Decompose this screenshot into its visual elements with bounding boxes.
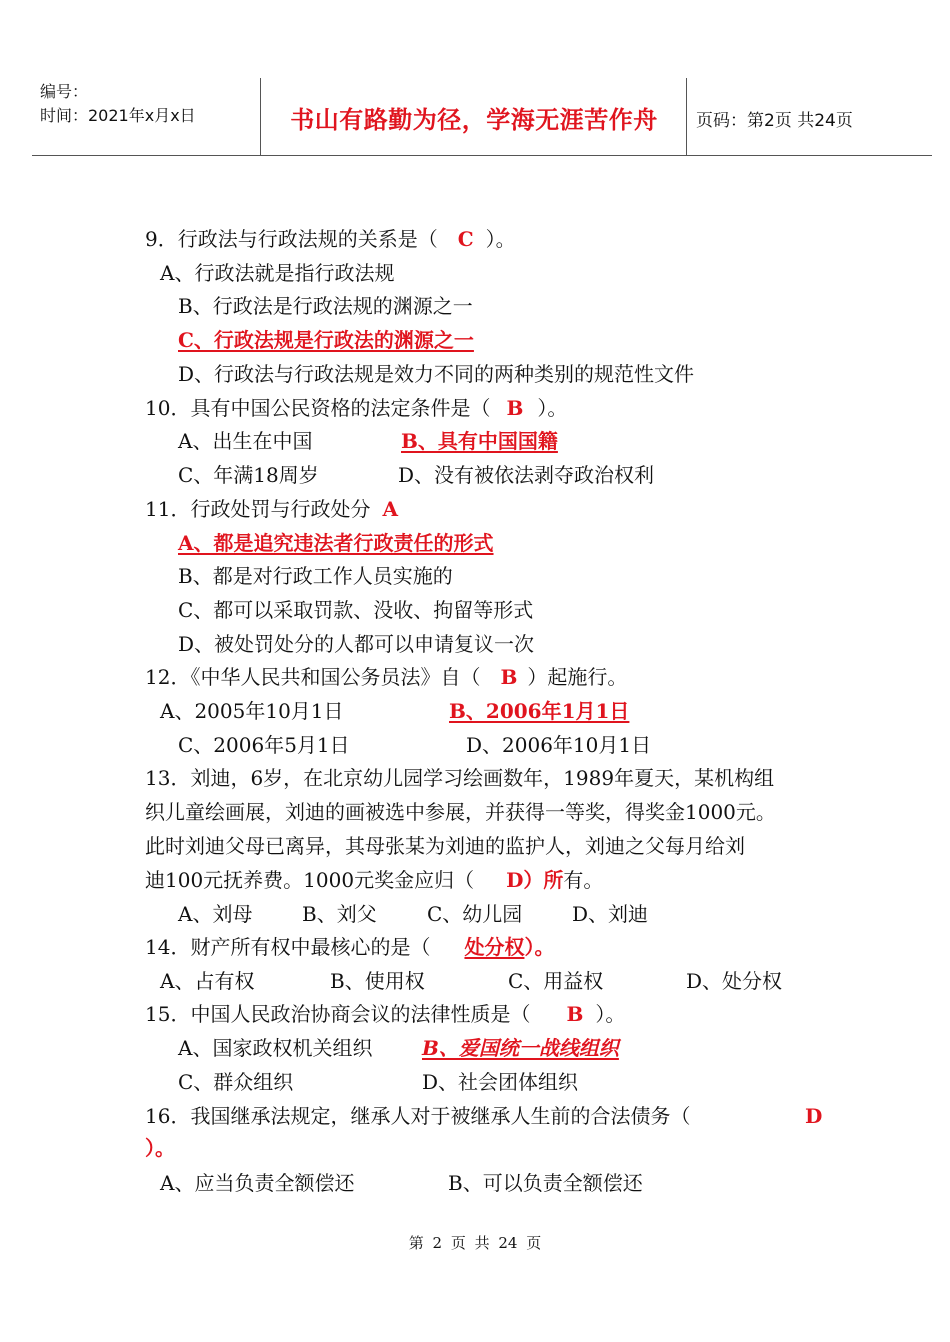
correct-option xyxy=(427,697,639,725)
correct-option-text: B、2006年1月1日 xyxy=(449,699,630,723)
option-d: D、行政法与行政法规是效力不同的两种类别的规范性文件 xyxy=(178,362,695,386)
question-text: 12．《中华人民共和国公务员法》自（ xyxy=(145,665,481,689)
question-13-line: 此时刘迪父母已离异，其母张某为刘迪的监护人，刘迪之父每月给刘 xyxy=(145,834,745,858)
document-number-label: 编号： xyxy=(40,82,89,101)
option-c: C、都可以采取罚款、没收、拘留等形式 xyxy=(178,598,534,622)
correct-option-text: A、都是追究违法者行政责任的形式 xyxy=(178,531,494,555)
question-text: 有。 xyxy=(563,868,604,892)
header-motto: 书山有路勤为径，学海无涯苦作舟 xyxy=(290,105,658,134)
option-d: D、社会团体组织 xyxy=(422,1070,579,1094)
correct-option: C、行政法规是行政法的渊源之一 xyxy=(178,328,474,352)
option-a: A、应当负责全额偿还 xyxy=(160,1171,355,1195)
option-b: B、行政法是行政法规的渊源之一 xyxy=(178,294,473,318)
question-text: 10．具有中国公民资格的法定条件是（ xyxy=(145,396,491,420)
answer-mark: B xyxy=(506,396,524,420)
option-d: D、没有被依法剥夺政治权利 xyxy=(398,463,655,487)
header-page-info: 页码：第2页 共24页 xyxy=(696,111,853,131)
option-c: C、用益权 xyxy=(508,969,604,993)
option-b: B、都是对行政工作人员实施的 xyxy=(178,564,453,588)
correct-option xyxy=(357,427,564,455)
answer-tail: ）。 xyxy=(524,935,555,959)
option-a: A、行政法就是指行政法规 xyxy=(160,261,395,285)
question-text: ）起施行。 xyxy=(527,665,628,689)
option-a: A、出生在中国 xyxy=(178,429,313,453)
header-divider xyxy=(686,78,687,155)
option-b: B、可以负责全额偿还 xyxy=(448,1171,643,1195)
answer-mark: C xyxy=(457,227,474,251)
header-meta xyxy=(40,80,260,128)
question-13-line: 织儿童绘画展，刘迪的画被选中参展，并获得一等奖，得奖金1000元。 xyxy=(145,800,776,824)
question-text: ）。 xyxy=(537,396,568,420)
option-a: A、占有权 xyxy=(160,969,255,993)
option-c: C、群众组织 xyxy=(178,1070,294,1094)
question-12-stem xyxy=(145,663,627,691)
question-text: 迪100元抚养费。1000元奖金应归（ xyxy=(145,868,475,892)
answer-mark: B xyxy=(500,665,518,689)
correct-option-text: B、爱国统一战线组织 xyxy=(422,1036,619,1060)
option-c: C、2006年5月1日 xyxy=(178,733,350,757)
question-text: 9．行政法与行政法规的关系是（ xyxy=(145,227,438,251)
option-c: C、幼儿园 xyxy=(427,902,523,926)
option-c: C、年满18周岁 xyxy=(178,463,319,487)
option-d: D、处分权 xyxy=(686,969,783,993)
question-14-stem xyxy=(145,933,554,961)
option-d: D、被处罚处分的人都可以申请复议一次 xyxy=(178,632,535,656)
option-b: B、使用权 xyxy=(330,969,425,993)
question-text: ）。 xyxy=(595,1002,626,1026)
question-text: ）。 xyxy=(485,227,516,251)
question-16-stem xyxy=(145,1102,690,1130)
question-text: 15．中国人民政治协商会议的法律性质是（ xyxy=(145,1002,531,1026)
answer-mark: B xyxy=(566,1002,584,1026)
answer-mark: D xyxy=(805,1104,823,1128)
answer-mark: D）所 xyxy=(506,868,564,892)
question-10-stem xyxy=(145,394,567,422)
answer-mark: A xyxy=(382,497,398,521)
option-a: A、国家政权机关组织 xyxy=(178,1036,373,1060)
question-11-stem xyxy=(145,495,398,523)
correct-option xyxy=(400,1034,627,1062)
option-a: A、2005年10月1日 xyxy=(160,699,344,723)
option-d: D、刘迪 xyxy=(572,902,649,926)
option-a: A、刘母 xyxy=(178,902,253,926)
page-header xyxy=(32,78,932,156)
document-time-label: 时间：2021年x月x日 xyxy=(40,106,196,125)
question-13-line xyxy=(145,866,603,894)
answer-mark: 处分权 xyxy=(464,935,525,959)
question-13-line: 13．刘迪，6岁，在北京幼儿园学习绘画数年，1989年夏天，某机构组 xyxy=(145,766,775,790)
question-text: 14．财产所有权中最核心的是（ xyxy=(145,935,431,959)
question-text: 16．我国继承法规定，继承人对于被继承人生前的合法债务（ xyxy=(145,1104,691,1128)
question-15-stem xyxy=(145,1000,625,1028)
question-text: 11．行政处罚与行政处分 xyxy=(145,497,371,521)
page-footer: 第 2 页 共 24 页 xyxy=(408,1234,542,1252)
correct-option xyxy=(178,529,592,557)
correct-option-text: B、具有中国国籍 xyxy=(401,429,558,453)
answer-tail: ）。 xyxy=(145,1136,175,1160)
option-b: B、刘父 xyxy=(302,902,377,926)
header-divider xyxy=(260,78,261,155)
question-9-stem xyxy=(145,225,516,253)
option-d: D、2006年10月1日 xyxy=(466,733,652,757)
